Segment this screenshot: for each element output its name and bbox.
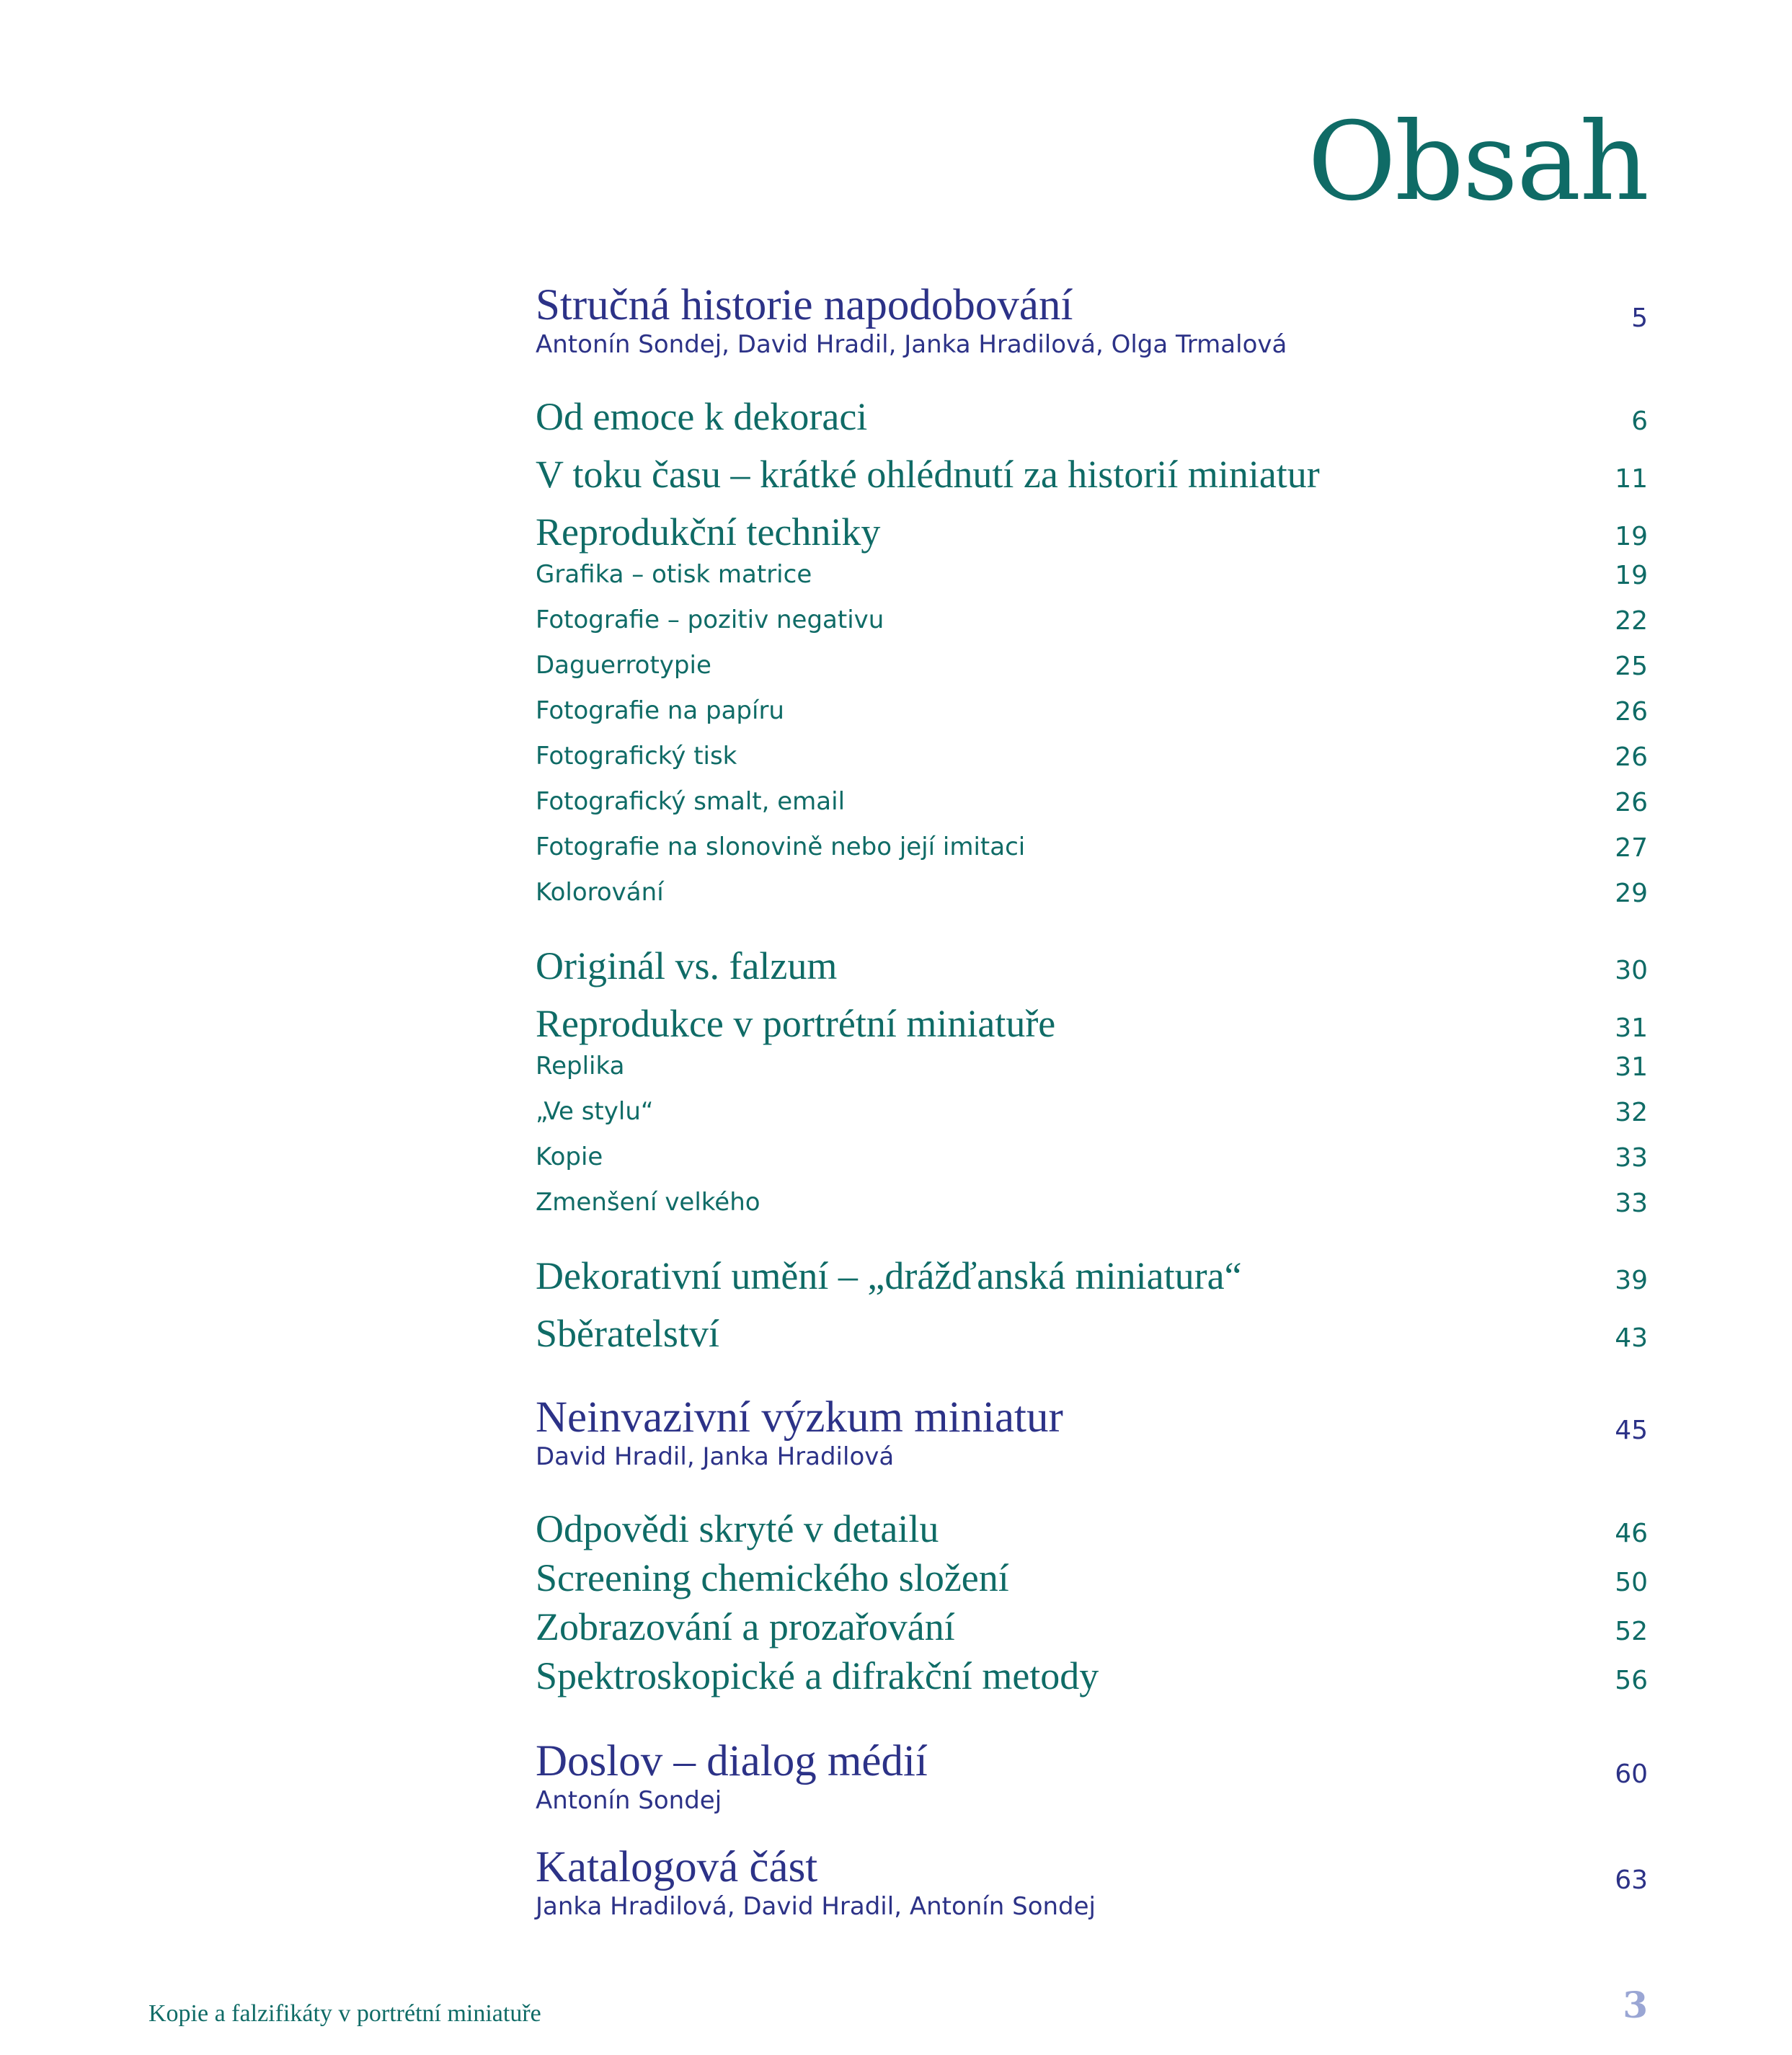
toc-chapter[interactable] (536, 1308, 1648, 1365)
toc-subsection-title: Replika (536, 1052, 625, 1080)
toc-subsection[interactable] (536, 1047, 1648, 1092)
toc-page-number: 50 (1615, 1568, 1648, 1597)
toc-page-number: 26 (1615, 697, 1648, 727)
toc-page-number: 19 (1615, 561, 1648, 590)
toc-page-number: 52 (1615, 1617, 1648, 1646)
toc-part[interactable] (536, 1843, 1648, 1895)
toc-page-number: 39 (1615, 1266, 1648, 1295)
toc-authors: Janka Hradilová, David Hradil, Antonín Sondej (536, 1892, 1096, 1921)
toc-subsection[interactable] (536, 1092, 1648, 1137)
toc-chapter[interactable] (536, 1650, 1648, 1699)
toc-chapter[interactable] (536, 448, 1648, 506)
toc-page-number: 26 (1615, 742, 1648, 772)
toc-authors: David Hradil, Janka Hradilová (536, 1442, 895, 1471)
toc-subsection-title: Zmenšení velkého (536, 1188, 760, 1217)
toc-chapter[interactable] (536, 1503, 1648, 1552)
toc-part[interactable] (536, 1737, 1648, 1789)
toc-chapter[interactable] (536, 506, 1648, 555)
toc-chapter-title: Screening chemického složení (536, 1556, 1009, 1599)
toc-chapter-title: Od emoce k dekoraci (536, 395, 868, 438)
toc-chapter-title: Reprodukční techniky (536, 510, 881, 554)
toc-page-number: 45 (1615, 1416, 1648, 1445)
toc-subsection[interactable] (536, 827, 1648, 873)
toc-subsection-title: Kopie (536, 1142, 603, 1171)
toc-chapter[interactable] (536, 391, 1648, 448)
toc-subsection[interactable] (536, 691, 1648, 737)
toc-page-number: 19 (1615, 522, 1648, 551)
toc-chapter-title: V toku času – krátké ohlédnutí za historií miniatur (536, 453, 1320, 496)
toc-page-number: 11 (1615, 464, 1648, 494)
toc-page-number: 31 (1615, 1013, 1648, 1043)
toc-page-number: 33 (1615, 1143, 1648, 1173)
footer-book-title: Kopie a falzifikáty v portrétní miniatuře (148, 2000, 541, 2027)
toc-page-number: 56 (1615, 1666, 1648, 1695)
toc-part-title: Doslov – dialog médií (536, 1737, 928, 1785)
toc-authors: Antonín Sondej (536, 1786, 722, 1815)
toc-subsection-title: Fotografický tisk (536, 742, 737, 771)
toc-subsection-title: Fotografický smalt, email (536, 787, 846, 816)
toc-part-title: Katalogová část (536, 1843, 818, 1891)
toc-page-number: 31 (1615, 1052, 1648, 1082)
toc-page-number: 43 (1615, 1323, 1648, 1353)
toc-subsection[interactable] (536, 600, 1648, 646)
toc-part[interactable] (536, 1393, 1648, 1445)
toc-chapter-title: Dekorativní umění – „drážďanská miniatura“ (536, 1254, 1242, 1297)
toc-subsection[interactable] (536, 555, 1648, 600)
toc-authors: Antonín Sondej, David Hradil, Janka Hradilová, Olga Trmalová (536, 330, 1287, 359)
toc-page-number: 29 (1615, 879, 1648, 908)
table-of-contents (536, 281, 1648, 1953)
toc-subsection-title: Fotografie na papíru (536, 696, 784, 725)
toc-page-number: 26 (1615, 788, 1648, 817)
toc-chapter[interactable] (536, 940, 1648, 998)
toc-chapter-title: Originál vs. falzum (536, 944, 838, 987)
toc-chapter[interactable] (536, 998, 1648, 1047)
toc-subsection-title: Kolorování (536, 878, 664, 907)
toc-chapter-title: Odpovědi skryté v detailu (536, 1507, 939, 1550)
toc-subsection[interactable] (536, 782, 1648, 827)
toc-part[interactable] (536, 281, 1648, 333)
toc-chapter-title: Zobrazování a prozařování (536, 1605, 955, 1648)
toc-page-number: 6 (1631, 407, 1648, 436)
toc-part-title: Neinvazivní výzkum miniatur (536, 1393, 1063, 1442)
toc-page-number: 32 (1615, 1098, 1648, 1127)
toc-page-number: 30 (1615, 956, 1648, 985)
toc-subsection[interactable] (536, 1183, 1648, 1228)
toc-subsection[interactable] (536, 646, 1648, 691)
toc-subsection[interactable] (536, 873, 1648, 918)
toc-subsection-title: „Ve stylu“ (536, 1097, 654, 1126)
toc-page-number: 46 (1615, 1519, 1648, 1548)
footer-page-number: 3 (1623, 1984, 1648, 2026)
toc-subsection-title: Grafika – otisk matrice (536, 560, 812, 589)
toc-subsection-title: Fotografie na slonovině nebo její imitaci (536, 833, 1026, 861)
toc-part-title: Stručná historie napodobování (536, 281, 1073, 329)
toc-page-number: 27 (1615, 833, 1648, 863)
toc-page-number: 63 (1615, 1865, 1648, 1895)
toc-chapter[interactable] (536, 1250, 1648, 1308)
toc-subsection-title: Daguerrotypie (536, 651, 711, 680)
toc-chapter-title: Reprodukce v portrétní miniatuře (536, 1002, 1056, 1045)
toc-page-number: 60 (1615, 1759, 1648, 1789)
toc-page-number: 33 (1615, 1189, 1648, 1218)
toc-chapter[interactable] (536, 1601, 1648, 1650)
toc-chapter[interactable] (536, 1552, 1648, 1601)
toc-chapter-title: Spektroskopické a difrakční metody (536, 1654, 1099, 1697)
page-title: Obsah (1307, 99, 1648, 225)
toc-subsection[interactable] (536, 737, 1648, 782)
toc-chapter-title: Sběratelství (536, 1312, 719, 1355)
toc-subsection-title: Fotografie – pozitiv negativu (536, 605, 884, 634)
toc-page-number: 5 (1631, 303, 1648, 333)
toc-subsection[interactable] (536, 1137, 1648, 1183)
toc-page-number: 22 (1615, 606, 1648, 636)
toc-page-number: 25 (1615, 652, 1648, 681)
